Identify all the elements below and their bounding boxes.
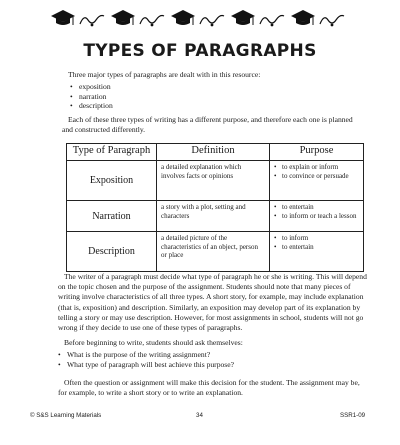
purpose-cell (270, 232, 364, 272)
swirl-ornament-icon (138, 12, 166, 28)
purpose-item: • to convince or persuade (274, 171, 349, 180)
writer-decision-paragraph: The writer of a paragraph must decide what type of paragraph he or she is writing. This will depend on the topic chosen and the purpose of the assignment. Students should note that many pieces of writing involve characteristics of all three types. A short story, for example, may include explanation (that is, exposition) and description. Similarly, an exposition may develop part of its explanation by telling a story or may use description. However, for most assignments in school, students will not go wrong if they decide to use one of these types of paragraphs. (58, 272, 367, 333)
purpose-item: • to inform (274, 234, 309, 242)
definition-cell: a detailed explanation which involves facts or opinions (157, 161, 270, 201)
list-item: • narration (70, 91, 107, 101)
graduation-cap-icon (110, 8, 136, 30)
list-item: • description (70, 101, 113, 110)
column-header: Type of Paragraph (67, 144, 157, 161)
decorative-border (50, 8, 350, 34)
graduation-cap-icon (290, 8, 316, 30)
list-item: • What type of paragraph will best achieve this purpose? (58, 359, 235, 369)
column-header: Purpose (270, 144, 364, 161)
list-item: • exposition (70, 82, 111, 91)
purpose-item: • to entertain (274, 242, 314, 251)
type-cell: Exposition (67, 161, 157, 201)
purpose-paragraph: Each of these three types of writing has a different purpose, and therefore each one is planned and constructed differently. (62, 115, 353, 135)
purpose-item: • to explain or inform (274, 163, 339, 171)
definition-cell: a detailed picture of the characteristics of an object, person or place (157, 232, 270, 272)
questions-intro: Before beginning to write, students should ask themselves: (64, 338, 243, 347)
table-row (67, 232, 364, 272)
swirl-ornament-icon (258, 12, 286, 28)
type-cell: Description (67, 232, 157, 272)
type-cell: Narration (67, 201, 157, 232)
page-title: TYPES OF PARAGRAPHS (83, 41, 317, 61)
definition-cell: a story with a plot, setting and characters (157, 201, 270, 232)
purpose-cell (270, 161, 364, 201)
page-number: 34 (196, 412, 203, 419)
list-item: • What is the purpose of the writing assignment? (58, 350, 211, 359)
graduation-cap-icon (50, 8, 76, 30)
graduation-cap-icon (230, 8, 256, 30)
questions-list (58, 350, 234, 369)
paragraph-types-table (66, 143, 364, 272)
table-row (67, 161, 364, 201)
table-row (67, 201, 364, 232)
table-header-row (67, 144, 364, 161)
purpose-item: • to entertain (274, 203, 314, 211)
footer-code: SSR1-09 (340, 412, 366, 419)
swirl-ornament-icon (78, 12, 106, 28)
footer-copyright: © S&S Learning Materials (30, 412, 102, 419)
intro-text: Three major types of paragraphs are dealt with in this resource: (68, 70, 261, 79)
closing-paragraph: Often the question or assignment will make this decision for the student. The assignment may be, for example, to write a short story or to write an explanation. (58, 378, 360, 398)
column-header: Definition (157, 144, 270, 161)
swirl-ornament-icon (198, 12, 226, 28)
paragraph-types-list (70, 82, 113, 111)
purpose-item: • to inform or teach a lesson (274, 211, 357, 220)
graduation-cap-icon (170, 8, 196, 30)
purpose-cell (270, 201, 364, 232)
swirl-ornament-icon (318, 12, 346, 28)
